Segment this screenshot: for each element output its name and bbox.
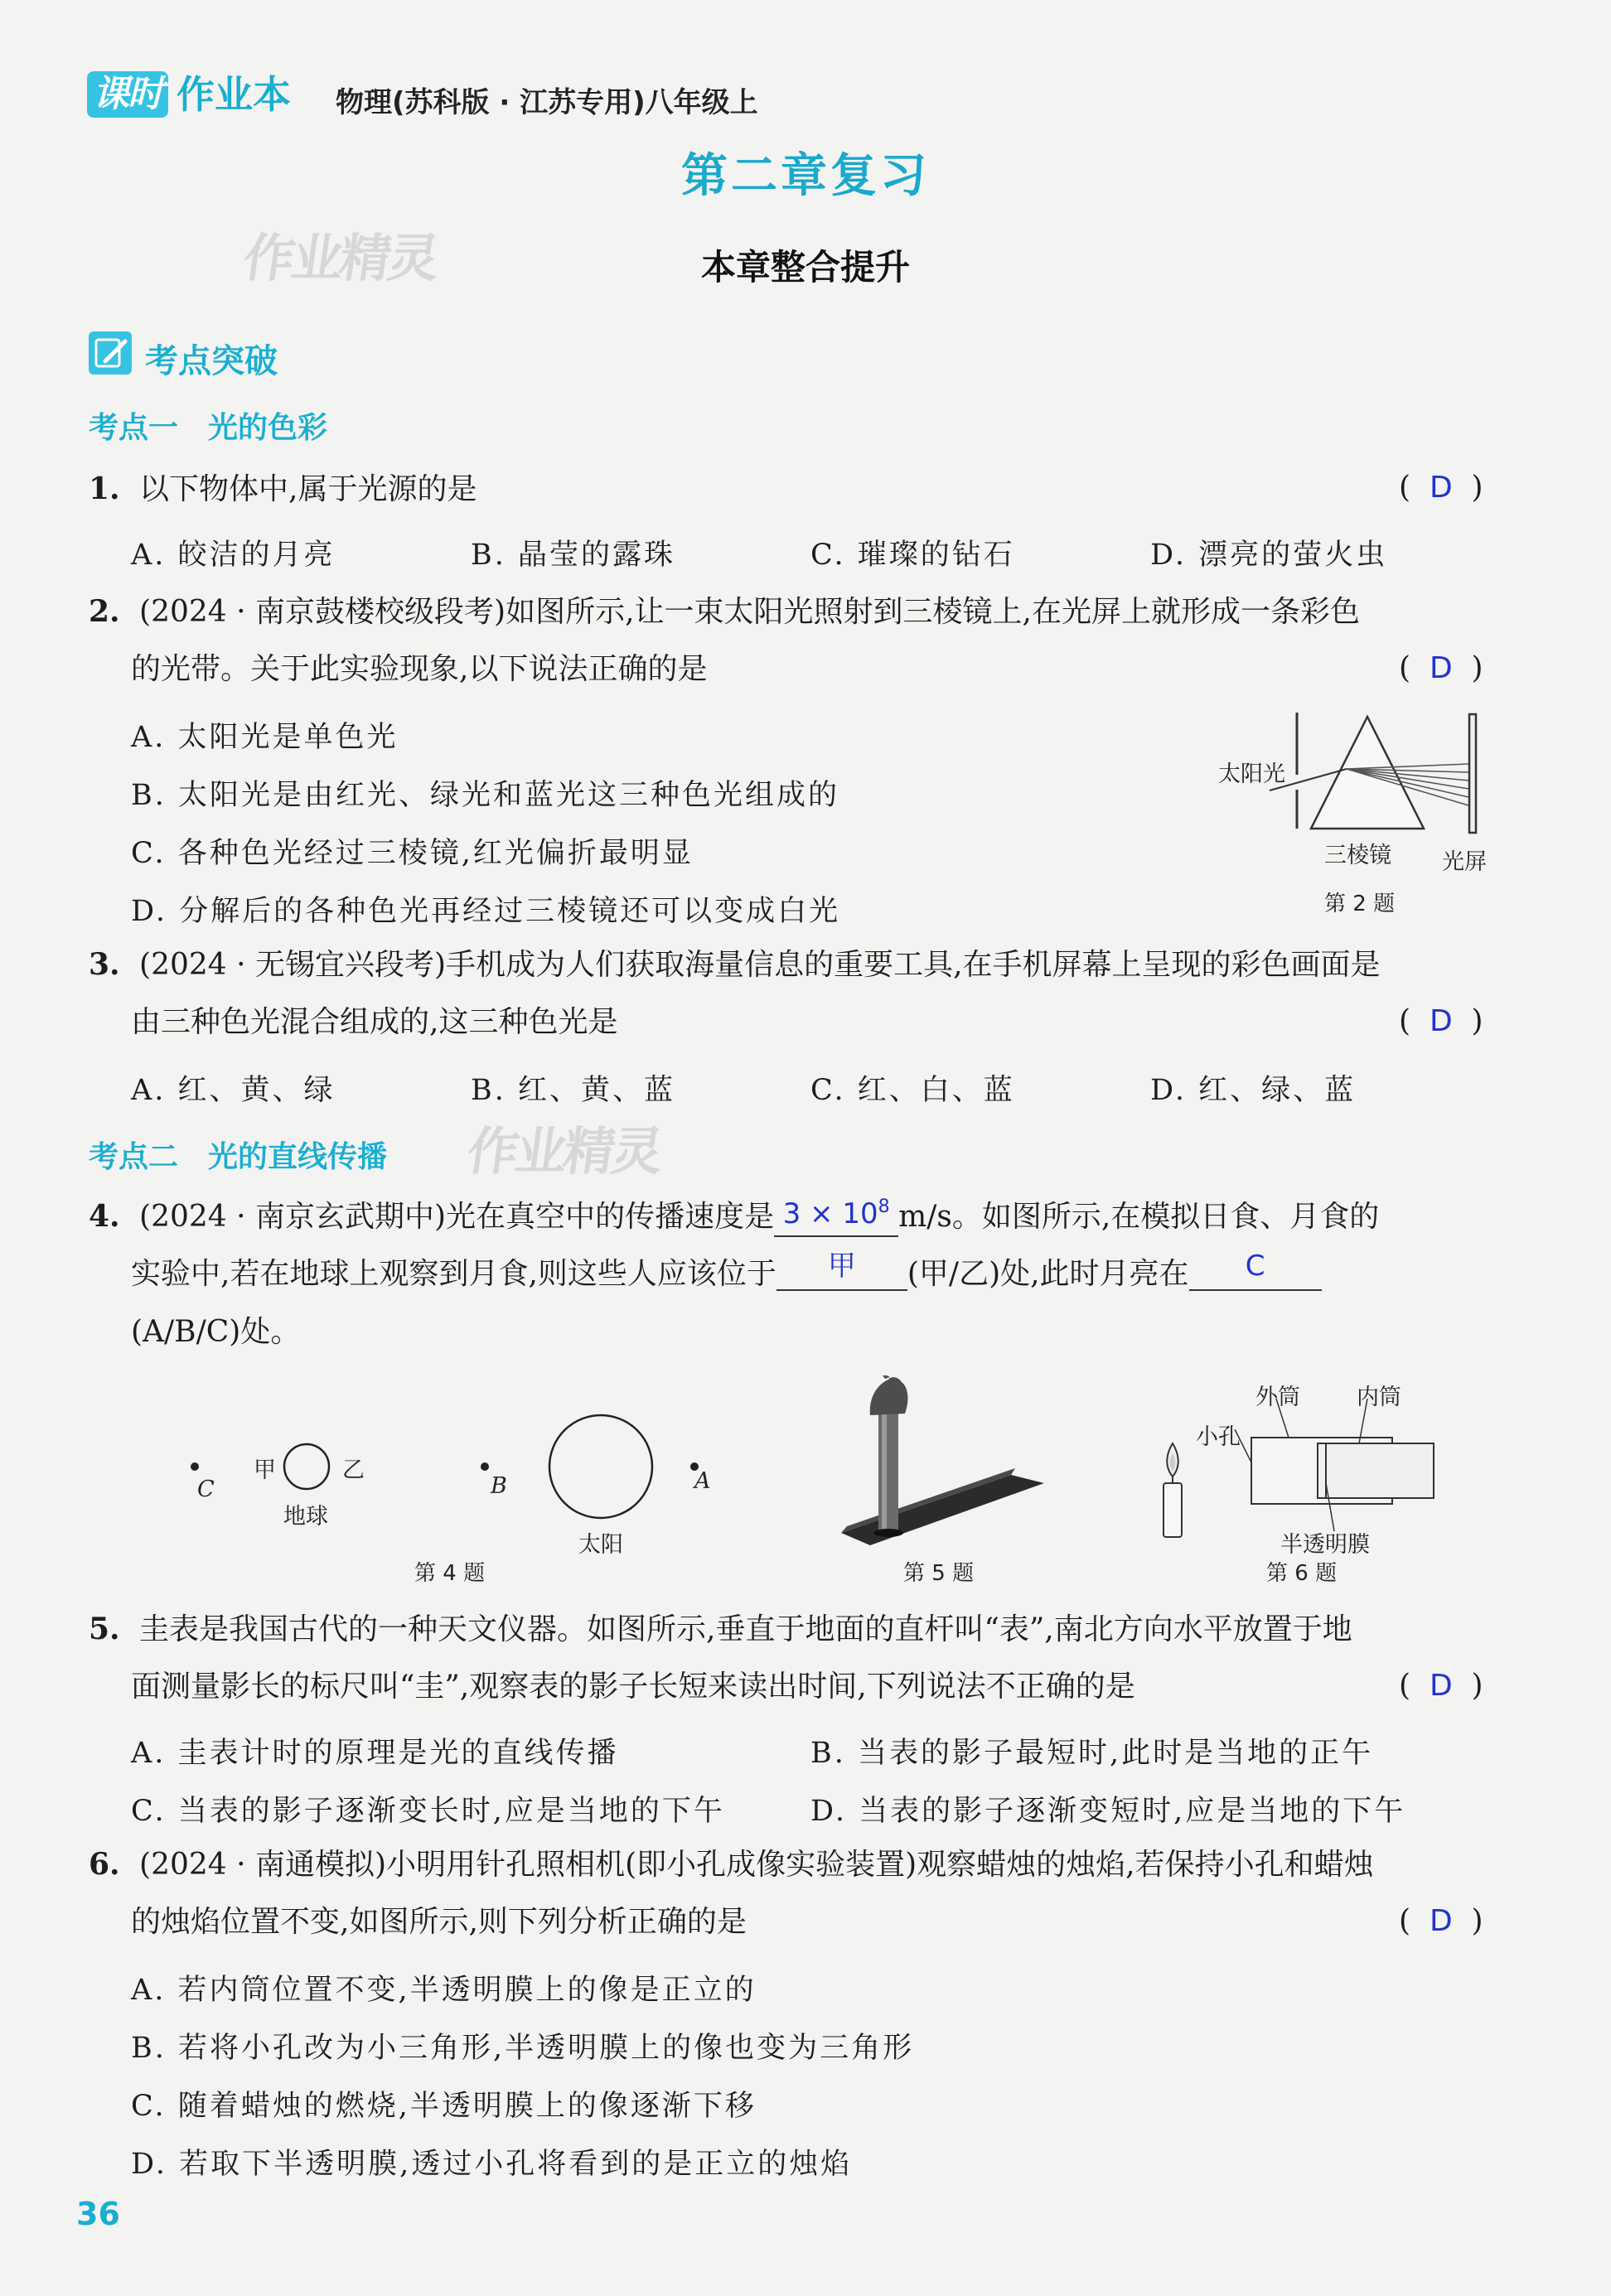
label-c: C bbox=[197, 1477, 215, 1502]
option: A. 红、黄、绿 bbox=[131, 1074, 336, 1107]
answer-bracket: ( D ) bbox=[1399, 651, 1483, 685]
option: B. 若将小孔改为小三角形,半透明膜上的像也变为三角形 bbox=[131, 2032, 915, 2065]
question-6 bbox=[89, 1849, 1374, 1880]
label-earth: 地球 bbox=[283, 1504, 328, 1530]
option: D. 若取下半透明膜,透过小孔将看到的是正立的烛焰 bbox=[131, 2148, 853, 2181]
answer-bracket: ( D ) bbox=[1399, 1669, 1483, 1703]
question-stem-cont: 的烛焰位置不变,如图所示,则下列分析正确的是 bbox=[131, 1905, 747, 1939]
option: B. 晶莹的露珠 bbox=[471, 539, 675, 572]
option: A. 皎洁的月亮 bbox=[131, 539, 336, 572]
option: D. 红、绿、蓝 bbox=[1150, 1074, 1357, 1107]
figure-eclipse bbox=[182, 1409, 729, 1558]
option: D. 当表的影子逐渐变短时,应是当地的下午 bbox=[810, 1795, 1406, 1828]
option: C. 随着蜡烛的燃烧,半透明膜上的像逐渐下移 bbox=[131, 2090, 757, 2123]
question-4 bbox=[89, 1196, 1380, 1234]
question-stem: (2024 · 南京玄武期中)光在真空中的传播速度是 bbox=[139, 1200, 775, 1234]
label-prism: 三棱镜 bbox=[1324, 843, 1391, 868]
figure-caption: 第 2 题 bbox=[1324, 892, 1396, 916]
answer-blank-moon: C bbox=[1189, 1259, 1322, 1291]
book-info: 物理(苏科版 · 江苏专用)八年级上 bbox=[336, 86, 758, 119]
section-label: 考点突破 bbox=[145, 342, 278, 380]
question-number: 6. bbox=[89, 1847, 120, 1882]
label-inner-tube: 内筒 bbox=[1357, 1385, 1401, 1410]
question-stem: 以下物体中,属于光源的是 bbox=[139, 472, 477, 506]
answer-bracket: ( D ) bbox=[1399, 1004, 1483, 1038]
figure-caption: 第 4 题 bbox=[414, 1561, 486, 1586]
watermark: 作业精灵 bbox=[463, 1121, 665, 1182]
question-stem-cont: 实验中,若在地球上观察到月食,则这些人应该位于 甲 (甲/乙)处,此时月亮在 C bbox=[131, 1259, 1322, 1291]
label-outer-tube: 外筒 bbox=[1255, 1385, 1300, 1410]
topic-heading-1: 考点一 光的色彩 bbox=[89, 411, 328, 445]
option: D. 漂亮的萤火虫 bbox=[1150, 539, 1388, 572]
answer: D bbox=[1429, 651, 1453, 685]
answer: D bbox=[1429, 471, 1453, 505]
option: C. 各种色光经过三棱镜,红光偏折最明显 bbox=[131, 837, 694, 870]
figure-caption: 第 6 题 bbox=[1266, 1561, 1338, 1586]
label-screen: 光屏 bbox=[1442, 849, 1487, 875]
option: D. 分解后的各种色光再经过三棱镜还可以变成白光 bbox=[131, 895, 841, 928]
question-stem: 圭表是我国古代的一种天文仪器。如图所示,垂直于地面的直杆叫“表”,南北方向水平放置于地 bbox=[139, 1612, 1352, 1646]
topic-heading-2: 考点二 光的直线传播 bbox=[89, 1140, 388, 1174]
section-subtitle: 本章整合提升 bbox=[700, 247, 910, 288]
option: B. 太阳光是由红光、绿光和蓝光这三种色光组成的 bbox=[131, 779, 839, 812]
label-b: B bbox=[491, 1473, 507, 1499]
question-stem: m/s。如图所示,在模拟日食、月食的 bbox=[898, 1200, 1380, 1234]
question-number: 4. bbox=[89, 1199, 120, 1234]
answer: D bbox=[1429, 1904, 1453, 1938]
option: B. 当表的影子最短时,此时是当地的正午 bbox=[810, 1737, 1374, 1770]
option: B. 红、黄、蓝 bbox=[471, 1074, 675, 1107]
question-stem-cont: 由三种色光混合组成的,这三种色光是 bbox=[131, 1005, 618, 1039]
answer-blank-position: 甲 bbox=[776, 1259, 907, 1291]
question-number: 3. bbox=[89, 947, 120, 982]
label-sunlight: 太阳光 bbox=[1218, 761, 1285, 787]
label-film: 半透明膜 bbox=[1280, 1532, 1370, 1558]
label-pinhole: 小孔 bbox=[1196, 1424, 1241, 1450]
question-stem: (2024 · 南通模拟)小明用针孔照相机(即小孔成像实验装置)观察蜡烛的烛焰,若保持小孔和蜡烛 bbox=[139, 1848, 1374, 1882]
question-stem-cont: 面测量影长的标尺叫“圭”,观察表的影子长短来读出时间,下列说法不正确的是 bbox=[131, 1670, 1135, 1704]
answer: D bbox=[1429, 1004, 1453, 1038]
question-5 bbox=[89, 1614, 1352, 1645]
figure-pinhole bbox=[1156, 1384, 1454, 1558]
question-3 bbox=[89, 947, 1381, 982]
answer: D bbox=[1429, 1669, 1453, 1703]
pencil-icon bbox=[89, 331, 132, 375]
option: C. 璀璨的钻石 bbox=[810, 539, 1015, 572]
question-number: 5. bbox=[89, 1612, 120, 1646]
option: C. 红、白、蓝 bbox=[810, 1074, 1015, 1107]
figure-prism bbox=[1210, 704, 1500, 911]
option: A. 太阳光是单色光 bbox=[131, 721, 399, 754]
label-sun: 太阳 bbox=[578, 1532, 623, 1558]
answer-bracket: ( D ) bbox=[1399, 1904, 1483, 1938]
figure-gnomon bbox=[837, 1375, 1044, 1549]
question-stem-cont: 的光带。关于此实验现象,以下说法正确的是 bbox=[131, 652, 708, 686]
option: A. 圭表计时的原理是光的直线传播 bbox=[131, 1737, 619, 1770]
series-logo: 课时 bbox=[87, 71, 168, 118]
series-name: 作业本 bbox=[177, 72, 291, 117]
label-a: A bbox=[694, 1468, 711, 1494]
figure-caption: 第 5 题 bbox=[903, 1561, 975, 1586]
watermark: 作业精灵 bbox=[239, 228, 441, 288]
option: A. 若内筒位置不变,半透明膜上的像是正立的 bbox=[131, 1974, 757, 2007]
label-jia: 甲 bbox=[254, 1457, 276, 1483]
question-2 bbox=[89, 594, 1360, 629]
chapter-title: 第二章复习 bbox=[681, 148, 930, 203]
question-stem: (2024 · 无锡宜兴段考)手机成为人们获取海量信息的重要工具,在手机屏幕上呈现的彩色画面是 bbox=[139, 948, 1381, 982]
question-1 bbox=[89, 471, 477, 506]
option: C. 当表的影子逐渐变长时,应是当地的下午 bbox=[131, 1795, 725, 1828]
question-stem-cont: (A/B/C)处。 bbox=[131, 1315, 301, 1349]
answer-blank-speed: $3 \times 10^8$ bbox=[774, 1205, 898, 1237]
answer-bracket: ( D ) bbox=[1399, 471, 1483, 505]
label-yi: 乙 bbox=[342, 1457, 365, 1483]
page-number: 36 bbox=[76, 2196, 120, 2232]
question-stem: (2024 · 南京鼓楼校级段考)如图所示,让一束太阳光照射到三棱镜上,在光屏上就形成一条彩色 bbox=[139, 595, 1360, 629]
question-number: 2. bbox=[89, 594, 120, 629]
question-number: 1. bbox=[89, 471, 120, 506]
